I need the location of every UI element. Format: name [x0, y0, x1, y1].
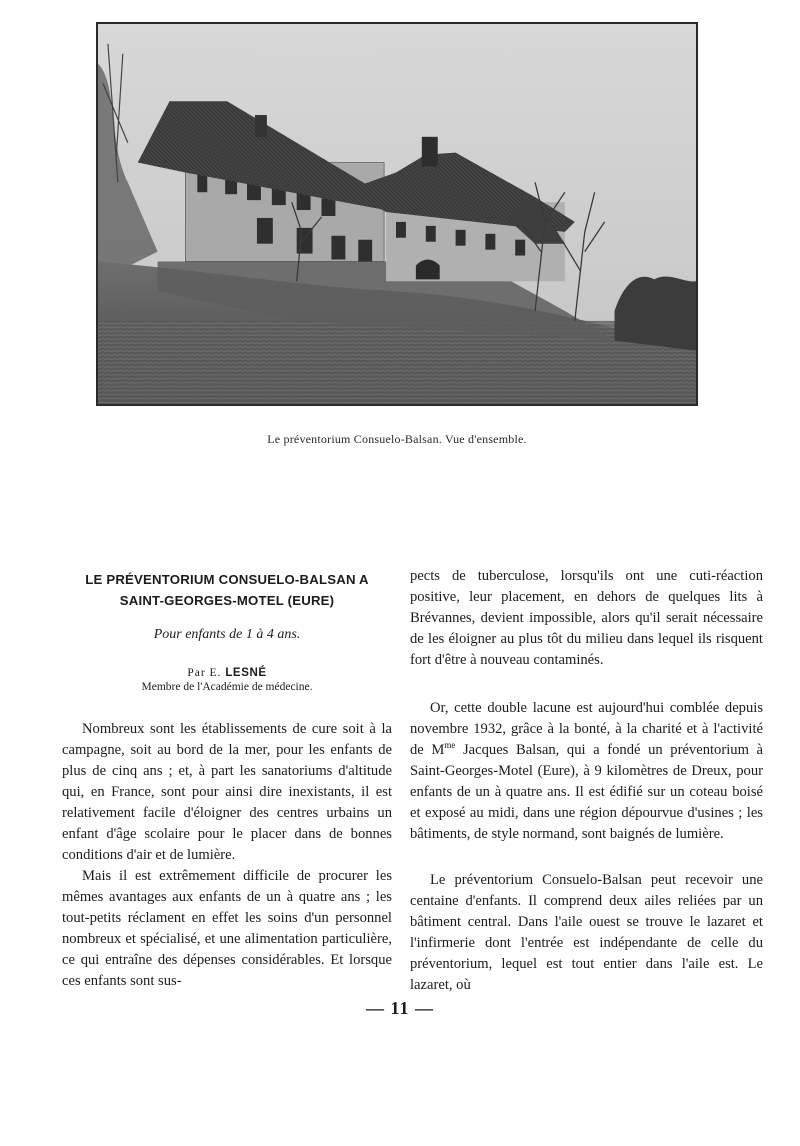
byline	[62, 667, 392, 679]
left-paragraph-2: Mais il est extrêmement difficile de procurer les mêmes avantages aux enfants de un à quatre ans ; les tout-petits réclament en effet les soins d'un personnel nombreux et spécialisé, et une alimentation particulière, ce qui entraîne des dépenses considérables. Et lorsque ces enfants sont sus-	[62, 868, 392, 989]
left-paragraph-1: Nombreux sont les établissements de cure soit à la campagne, soit au bord de la mer, pour les enfants de plus de cinq ans ; et, à part les sanatoriums d'altitude qui, en France, sont pour ainsi dire inexistants, il est relativement facile d'éloigner des centres urbains un enfant d'âge scolaire pour le placer dans de bonnes conditions d'air et de lumière.	[62, 721, 392, 863]
author-affiliation: Membre de l'Académie de médecine.	[141, 681, 313, 693]
building-photo	[96, 22, 698, 406]
right-paragraph-2-start: Or, cette double lacune est aujourd'hui comblée depuis novembre 1932, grâce à la bonté, à la charité et à l'activité de M	[410, 700, 763, 758]
title-abbrev-sup: me	[444, 740, 456, 751]
author-name: LESNÉ	[225, 667, 267, 679]
right-paragraph-3: Le préventorium Consuelo-Balsan peut recevoir une centaine d'enfants. Il comprend deux ailes reliées par un bâtiment central. Dans l'aile ouest se trouve le lazaret et l'infirmerie dont l'entrée est indépendante de celle du préventorium, lequel est tout entier dans l'aile est. Le lazaret, où	[410, 872, 763, 993]
right-paragraph-2	[410, 698, 763, 845]
photo-caption: Le préventorium Consuelo-Balsan. Vue d'ensemble.	[267, 432, 527, 446]
article-title: LE PRÉVENTORIUM CONSUELO-BALSAN A SAINT-GEORGES-MOTEL (EURE)	[85, 572, 369, 608]
left-column	[62, 566, 392, 992]
byline-prefix: Par E.	[187, 667, 226, 679]
article-subtitle: Pour enfants de 1 à 4 ans.	[153, 627, 301, 642]
right-paragraph-2-end: Jacques Balsan, qui a fondé un préventorium à Saint-Georges-Motel (Eure), à 9 kilomètres de Dreux, pour enfants de un à quatre ans. Il est édifié sur un coteau boisé et exposé au midi, dans une région dépourvue d'usines ; les bâtiments, de style normand, sont baignés de lumière.	[410, 742, 763, 842]
page-number: — 11 —	[365, 998, 434, 1018]
right-paragraph-1: pects de tuberculose, lorsqu'ils ont une cuti-réaction positive, leur placement, en dehors de quelques lits à Brévannes, devient impossible, alors qu'il serait nécessaire de les éloigner au plus tôt du milieu dans lequel ils risquent fort d'être à nouveau contaminés.	[410, 568, 763, 668]
building-photo-icon	[98, 24, 696, 404]
right-column	[410, 566, 763, 996]
